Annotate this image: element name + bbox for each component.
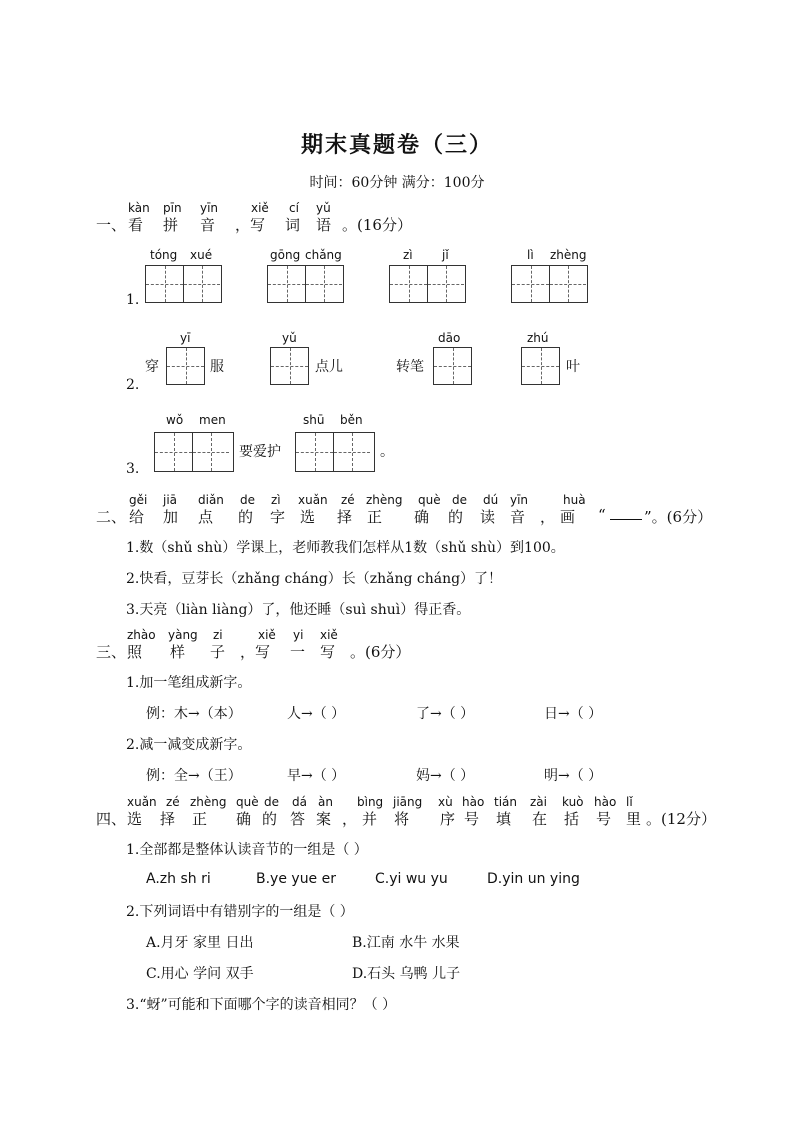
pinyin: wǒ: [166, 413, 184, 427]
heading-char: ，: [342, 810, 358, 828]
pinyin: yǔ: [316, 201, 331, 215]
section-3-number: 三、: [96, 643, 127, 661]
page-title: 期末真题卷（三）: [300, 132, 493, 158]
pinyin: xiě: [258, 628, 276, 642]
heading-char: ，写: [240, 643, 271, 661]
answer-item[interactable]: 人→（ ）: [287, 706, 346, 722]
word-text: 点儿: [315, 359, 343, 375]
writing-grid[interactable]: [389, 265, 466, 303]
pinyin: pīn: [163, 201, 182, 215]
heading-char: 子: [210, 643, 226, 661]
word-text: 穿: [145, 359, 159, 375]
pinyin: yǔ: [282, 331, 297, 345]
answer-item[interactable]: 日→（ ）: [544, 706, 603, 722]
heading-char: 词: [285, 216, 301, 234]
pinyin: yīn: [200, 201, 219, 215]
pinyin: hào: [594, 795, 617, 809]
writing-grid[interactable]: [154, 432, 234, 472]
pinyin: dá: [292, 795, 307, 809]
heading-char: 择: [337, 508, 353, 526]
question-number: 1.: [126, 292, 140, 308]
section-4-number: 四、: [96, 810, 127, 828]
answer-item[interactable]: 早→（ ）: [287, 768, 346, 784]
pinyin: jiā: [163, 493, 178, 507]
writing-grid[interactable]: [145, 265, 222, 303]
pinyin: xù: [438, 795, 453, 809]
heading-char: 填: [496, 810, 512, 828]
heading-char: “: [598, 506, 606, 524]
heading-char: 序: [440, 810, 456, 828]
heading-char: 给: [129, 508, 145, 526]
writing-grid[interactable]: [433, 347, 472, 385]
heading-char: 的: [238, 508, 254, 526]
heading-char: ，: [540, 508, 556, 526]
pinyin: zhèng: [366, 493, 403, 507]
pinyin: xiě: [320, 628, 338, 642]
heading-char: ，写: [235, 216, 266, 234]
section-score: 。(16分）: [342, 216, 412, 234]
heading-char: 选: [300, 508, 316, 526]
pinyin: jǐ: [442, 248, 449, 262]
heading-char: 选: [127, 810, 143, 828]
pinyin: xiě: [251, 201, 269, 215]
heading-char: 的: [448, 508, 464, 526]
option-c[interactable]: C.yi wu yu: [375, 871, 448, 887]
heading-char: 音: [510, 508, 526, 526]
pinyin: tián: [494, 795, 517, 809]
section-score: 。(6分）: [350, 643, 411, 661]
heading-char: 拼: [163, 216, 179, 234]
word-text: 服: [210, 359, 224, 375]
heading-char: 号: [596, 810, 612, 828]
pinyin: cí: [289, 201, 299, 215]
pinyin: lǐ: [626, 795, 633, 809]
pinyin: dāo: [438, 331, 461, 345]
question-text: 3.天亮（liàn liàng）了，他还睡（suì shuì）得正香。: [126, 602, 471, 618]
question-number: 3.: [126, 461, 140, 477]
pinyin: kuò: [562, 795, 584, 809]
heading-char: 号: [464, 810, 480, 828]
pinyin: yī: [180, 331, 191, 345]
heading-char: 音: [200, 216, 216, 234]
section-score: ”。(6分）: [644, 508, 713, 526]
pinyin: xué: [190, 248, 213, 262]
example-item: 例：木→（本）: [146, 706, 242, 722]
pinyin: zhèng: [190, 795, 227, 809]
example-item: 例：全→（王）: [146, 768, 242, 784]
option-b[interactable]: B.江南 水牛 水果: [352, 935, 460, 951]
pinyin: yàng: [168, 628, 198, 642]
pinyin: hào: [462, 795, 485, 809]
pinyin: àn: [318, 795, 333, 809]
blank-line: [610, 519, 642, 520]
pinyin: shū: [303, 413, 325, 427]
writing-grid[interactable]: [511, 265, 588, 303]
heading-char: 读: [480, 508, 496, 526]
heading-char: 正: [367, 508, 383, 526]
pinyin: lì: [527, 248, 534, 262]
exam-info: 时间：60分钟 满分：100分: [309, 175, 485, 191]
question-text: 1.加一笔组成新字。: [126, 675, 252, 691]
pinyin: tóng: [150, 248, 178, 262]
heading-char: 正: [192, 810, 208, 828]
answer-item[interactable]: 妈→（ ）: [416, 768, 475, 784]
heading-char: 确: [236, 810, 252, 828]
option-a[interactable]: A.zh sh ri: [146, 871, 211, 887]
pinyin: zi: [213, 628, 223, 642]
pinyin: zé: [341, 493, 355, 507]
option-d[interactable]: D.石头 乌鸭 儿子: [352, 966, 461, 982]
heading-char: 在: [532, 810, 548, 828]
pinyin: zhú: [527, 331, 549, 345]
pinyin: zhào: [127, 628, 156, 642]
heading-char: 样: [170, 643, 186, 661]
word-text: 。: [380, 444, 394, 460]
pinyin: kàn: [128, 201, 150, 215]
heading-char: 案: [316, 810, 332, 828]
writing-grid[interactable]: [267, 265, 344, 303]
writing-grid[interactable]: [295, 432, 375, 472]
heading-char: 的: [262, 810, 278, 828]
pinyin: xuǎn: [127, 795, 157, 809]
pinyin: xuǎn: [298, 493, 328, 507]
pinyin: yīn: [510, 493, 529, 507]
heading-char: 点: [198, 508, 214, 526]
heading-char: 括: [564, 810, 580, 828]
section-2-number: 二、: [96, 508, 127, 526]
heading-char: 字: [270, 508, 286, 526]
pinyin: dú: [483, 493, 499, 507]
writing-grid[interactable]: [270, 347, 309, 385]
pinyin: de: [264, 795, 279, 809]
pinyin: bìng: [357, 795, 384, 809]
writing-grid[interactable]: [521, 347, 560, 385]
heading-char: 答: [290, 810, 306, 828]
question-text: 2.下列词语中有错别字的一组是（ ）: [126, 904, 354, 920]
heading-char: 将: [394, 810, 410, 828]
pinyin: què: [236, 795, 259, 809]
pinyin: men: [199, 413, 226, 427]
pinyin: zì: [403, 248, 413, 262]
heading-char: 画: [560, 508, 576, 526]
option-d[interactable]: D.yin un ying: [487, 871, 580, 887]
pinyin: huà: [563, 493, 586, 507]
heading-char: 并: [362, 810, 378, 828]
section-1-number: 一、: [96, 216, 127, 234]
pinyin: de: [240, 493, 255, 507]
word-text: 转笔: [396, 359, 424, 375]
writing-grid[interactable]: [166, 347, 205, 385]
pinyin: zhèng: [550, 248, 587, 262]
answer-item[interactable]: 了→（ ）: [416, 706, 475, 722]
heading-char: 一: [290, 643, 306, 661]
question-text: 2.快看，豆芽长（zhǎng cháng）长（zhǎng cháng）了！: [126, 571, 503, 587]
pinyin: běn: [340, 413, 363, 427]
option-b[interactable]: B.ye yue er: [256, 871, 336, 887]
option-a[interactable]: A.月牙 家里 日出: [146, 935, 254, 951]
question-text: 2.减一减变成新字。: [126, 737, 252, 753]
pinyin: gěi: [129, 493, 148, 507]
pinyin: diǎn: [198, 493, 224, 507]
pinyin: de: [452, 493, 467, 507]
pinyin: què: [418, 493, 441, 507]
question-number: 2.: [126, 377, 140, 393]
pinyin: yi: [293, 628, 304, 642]
heading-char: 看: [128, 216, 144, 234]
answer-item[interactable]: 明→（ ）: [544, 768, 603, 784]
heading-char: 写: [320, 643, 336, 661]
question-text: 3.“蚜”可能和下面哪个字的读音相同？（ ）: [126, 997, 397, 1013]
word-text: 要爱护: [239, 444, 281, 460]
heading-char: 照: [127, 643, 143, 661]
heading-char: 确: [414, 508, 430, 526]
heading-char: 里: [626, 810, 642, 828]
pinyin: zé: [166, 795, 180, 809]
option-c[interactable]: C.用心 学问 双手: [146, 966, 254, 982]
pinyin: jiāng: [393, 795, 423, 809]
heading-char: 加: [163, 508, 179, 526]
heading-char: 语: [316, 216, 332, 234]
pinyin: zì: [271, 493, 281, 507]
pinyin: chǎng: [305, 248, 342, 262]
question-text: 1.全部都是整体认读音节的一组是（ ）: [126, 842, 368, 858]
pinyin: zài: [530, 795, 547, 809]
question-text: 1.数（shǔ shù）学课上，老师教我们怎样从1数（shǔ shù）到100。: [126, 540, 565, 556]
heading-char: 择: [160, 810, 176, 828]
section-score: 。(12分）: [646, 810, 716, 828]
word-text: 叶: [566, 359, 580, 375]
pinyin: gōng: [270, 248, 301, 262]
